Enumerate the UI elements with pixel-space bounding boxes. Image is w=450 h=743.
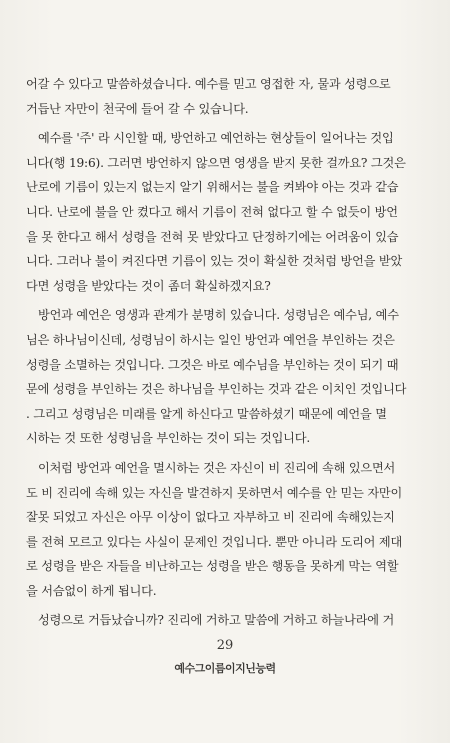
text-line: 로 성령을 받은 자들을 비난하고는 성령을 받은 행동을 못하게 막는 역할 — [26, 559, 399, 574]
text-line: 방언과 예언은 영생과 관계가 분명히 있습니다. 성령님은 예수님, 예수 — [38, 308, 399, 323]
text-line: 난로에 기름이 있는지 없는지 알기 위해서는 불을 켜봐야 아는 것과 같습 — [26, 180, 399, 195]
text-line: 문에 성령을 부인하는 것은 하나님을 부인하는 것과 같은 이치인 것입니다 — [26, 382, 407, 397]
text-line: 어갈 수 있다고 말씀하셨습니다. 예수를 믿고 영접한 자, 물과 성령으로 — [26, 77, 391, 91]
text-line: 니다. 난로에 불을 안 켰다고 해서 기름이 전혀 없다고 할 수 없듯이 방언 — [26, 204, 398, 219]
text-line: 도 비 진리에 속해 있는 자신을 발견하지 못하면서 예수를 안 믿는 자만이 — [26, 485, 403, 500]
paragraph — [26, 608, 430, 633]
text-line: . 그리고 성령님은 미래를 알게 하신다고 말씀하셨기 때문에 예언을 멸 — [26, 406, 387, 421]
paragraph — [26, 303, 430, 451]
text-line: 니다. 그러나 불이 켜진다면 기름이 있는 것이 확실한 것처럼 방언을 받았 — [26, 254, 403, 269]
paragraph — [26, 456, 430, 604]
text-line: 다면 성령을 받았다는 것이 좀더 확실하겠지요? — [26, 278, 271, 293]
paragraph — [26, 126, 430, 298]
text-line: 을 서슴없이 하게 됩니다. — [26, 583, 157, 598]
text-line: 이처럼 방언과 예언을 멸시하는 것은 자신이 비 진리에 속해 있으면서 — [38, 460, 396, 475]
text-line: 거듭난 자만이 천국에 들어 갈 수 있습니다. — [26, 101, 249, 116]
text-line: 성령으로 거듭났습니까? 진리에 거하고 말씀에 거하고 하늘나라에 거 — [38, 613, 395, 628]
text-line: 예수를 '주' 라 시인할 때, 방언하고 예언하는 현상들이 일어나는 것입 — [38, 131, 394, 146]
text-line: 시하는 것 또한 성령님을 부인하는 것이 되는 것입니다. — [26, 431, 311, 446]
text-line: 니다(행 19:6). 그러면 방언하지 않으면 영생을 받지 못한 걸까요? 그것은 — [26, 155, 406, 170]
paragraph — [26, 72, 430, 121]
page-body-text — [26, 72, 430, 638]
text-line: 잘못 되었고 자신은 아무 이상이 없다고 자부하고 비 진리에 속해있는지 — [26, 510, 395, 525]
book-title: 예수그이름이지닌능력 — [174, 662, 276, 675]
text-line: 성령을 소멸하는 것입니다. 그것은 바로 예수님을 부인하는 것이 되기 때 — [26, 357, 399, 372]
text-line: 을 못 한다고 해서 성령을 전혀 못 받았다고 단정하기에는 어려움이 있습 — [26, 229, 399, 244]
page-number: 29 — [216, 638, 234, 653]
text-line: 를 전혀 모르고 있다는 사실이 문제인 것입니다. 뿐만 아니라 도리어 제대 — [26, 534, 403, 549]
text-line: 님은 하나님이신데, 성령님이 하시는 일인 방언과 예언을 부인하는 것은 — [26, 332, 395, 347]
